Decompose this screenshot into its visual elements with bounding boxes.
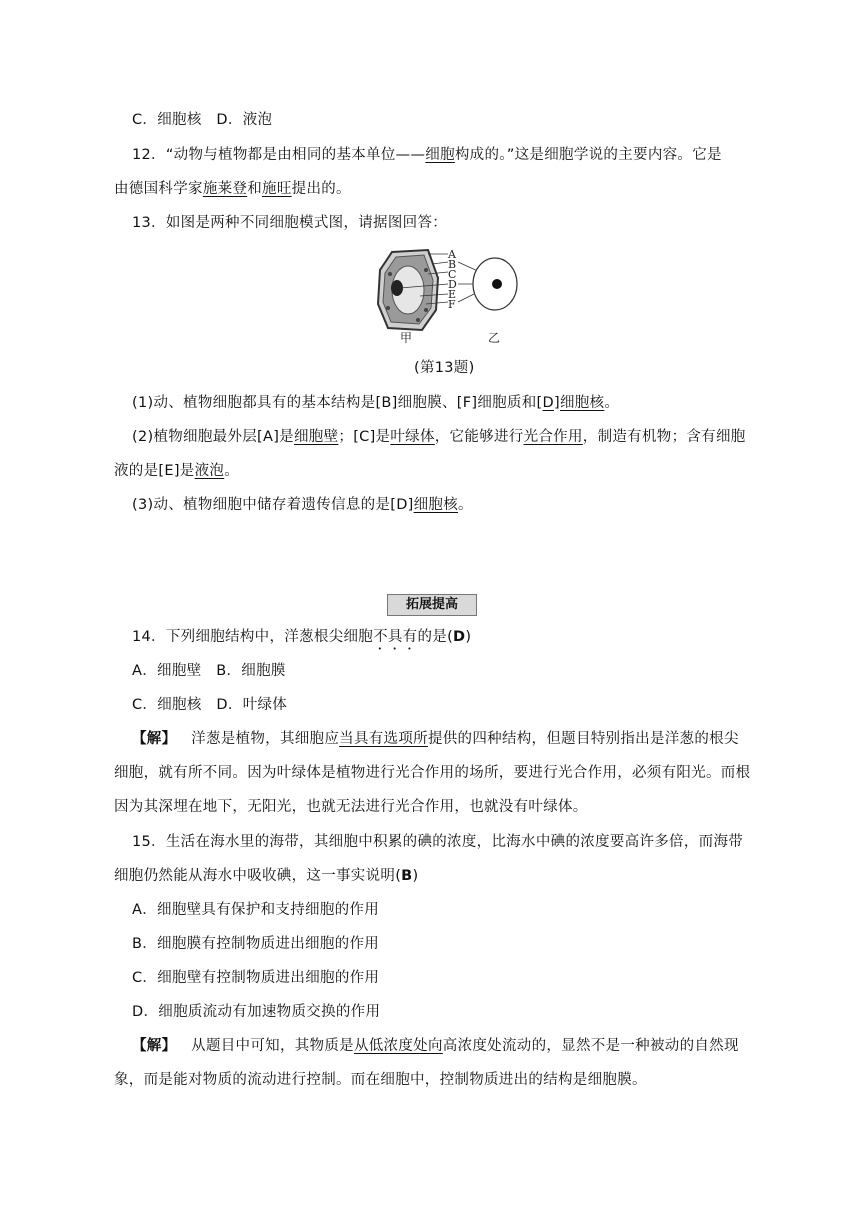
label-f: F <box>448 298 456 311</box>
text: (1)动、植物细胞都具有的基本结构是[B]细胞膜、[F]细胞质和[ <box>132 395 543 411</box>
question-15-line1: 15．生活在海水里的海带，其细胞中积累的碘的浓度，比海水中碘的浓度要高许多倍，而海带 <box>132 834 744 850</box>
text: 。 <box>604 395 620 411</box>
section-label-extension: 拓展提高 <box>387 594 477 616</box>
answer-nucleus: 细胞核 <box>559 395 605 411</box>
text: 12．“动物与植物都是由相同的基本单位—— <box>132 147 426 163</box>
text: 提供的四种结构，但题目特别指出是洋葱的根尖 <box>427 731 739 747</box>
question-15-option-b: B．细胞膜有控制物质进出细胞的作用 <box>132 936 380 952</box>
text: ) <box>412 868 419 884</box>
plant-cell <box>378 250 438 330</box>
answer-13-1 <box>132 393 619 413</box>
answer-13-3 <box>132 495 473 515</box>
text: ，它能够进行 <box>434 429 524 445</box>
label-c: C <box>448 268 457 281</box>
text: 洋葱是植物，其细胞应 <box>191 731 340 747</box>
option-line-c-d: C．细胞核 D．液泡 <box>132 112 273 128</box>
answer-13-2-line2 <box>114 461 239 481</box>
question-14-options-cd: C．细胞核 D．叶绿体 <box>132 697 288 713</box>
text: 由德国科学家 <box>114 181 203 197</box>
question-12-line1 <box>132 145 722 165</box>
label-d: D <box>448 278 457 291</box>
text: 从题目中可知，其物质是 <box>191 1038 354 1054</box>
solution-tag: 【解】 <box>132 731 177 747</box>
solution-15-line2: 象，而是能对物质的流动进行控制。而在细胞中，控制物质进出的结构是细胞膜。 <box>114 1072 647 1088</box>
animal-cell-name: 乙 <box>488 331 501 345</box>
text: (3)动、植物细胞中储存着遗传信息的是[D] <box>132 497 414 513</box>
answer-15: B <box>401 868 413 884</box>
question-15-option-a: A．细胞壁具有保护和支持细胞的作用 <box>132 902 380 918</box>
text: 高浓度处流动的，显然不是一种被动的自然现 <box>442 1038 739 1054</box>
animal-cell <box>473 258 517 310</box>
cell-diagram <box>370 248 530 346</box>
answer-13-2-line1 <box>132 427 746 447</box>
answer-chloroplast: 叶绿体 <box>390 429 435 445</box>
question-13: 13．如图是两种不同细胞模式图，请据图回答： <box>132 215 448 231</box>
question-14-options-ab: A．细胞壁 B．细胞膜 <box>132 663 286 679</box>
solution-14-line3: 因为其深埋在地下，无阳光，也就无法进行光合作用，也就没有叶绿体。 <box>114 799 588 815</box>
plant-cell-name: 甲 <box>400 331 413 345</box>
text: (2)植物细胞最外层[A]是 <box>132 429 294 445</box>
text: ，制造有机物；含有细胞 <box>582 429 746 445</box>
answer-cell-wall: 细胞壁 <box>293 429 339 445</box>
label-e: E <box>448 288 457 301</box>
text: 液的是[E]是 <box>114 463 195 479</box>
answer-cell: 细胞 <box>425 147 455 163</box>
answer-nucleus: 细胞核 <box>413 497 459 513</box>
label-b: B <box>448 258 457 271</box>
text: ] <box>553 395 560 411</box>
question-12-line2 <box>114 179 351 199</box>
answer-photosynthesis: 光合作用 <box>523 429 583 445</box>
answer-vacuole: 液泡 <box>194 463 225 479</box>
solution-tag: 【解】 <box>132 1038 177 1054</box>
answer-schleiden: 施莱登 <box>202 181 248 197</box>
underlined-text: 从低浓度处向 <box>353 1038 443 1054</box>
structure-labels <box>447 248 457 311</box>
solution-14-line1 <box>132 729 739 749</box>
text: 细胞仍然能从海水中吸收碘，这一事实说明( <box>114 868 402 884</box>
solution-15-line1 <box>132 1036 739 1056</box>
answer-14: D <box>453 629 466 645</box>
text: 。 <box>224 463 239 479</box>
figure-caption: (第13题) <box>414 360 475 376</box>
text: ) <box>465 629 472 645</box>
question-15-line2 <box>114 866 418 886</box>
underlined-text: 当具有选项所 <box>339 731 428 747</box>
text: 和 <box>247 181 263 197</box>
label-a: A <box>448 248 456 261</box>
text: 的是( <box>417 629 454 645</box>
question-15-option-d: D．细胞质流动有加速物质交换的作用 <box>132 1004 381 1020</box>
solution-14-line2: 细胞，就有所不同。因为叶绿体是植物进行光合作用的场所，要进行光合作用，必须有阳光。而根 <box>114 765 751 781</box>
answer-schwann: 施旺 <box>262 181 292 197</box>
question-14 <box>132 627 471 653</box>
text: 构成的。”这是细胞学说的主要内容。它是 <box>454 147 722 163</box>
answer-d: D <box>542 395 554 411</box>
emphasis-not-have: 不具有 <box>373 629 418 645</box>
question-15-option-c: C．细胞壁有控制物质进出细胞的作用 <box>132 970 380 986</box>
text: 14．下列细胞结构中，洋葱根尖细胞 <box>132 629 374 645</box>
text: 提出的。 <box>291 181 351 197</box>
text: 。 <box>458 497 473 513</box>
text: ；[C]是 <box>338 429 391 445</box>
